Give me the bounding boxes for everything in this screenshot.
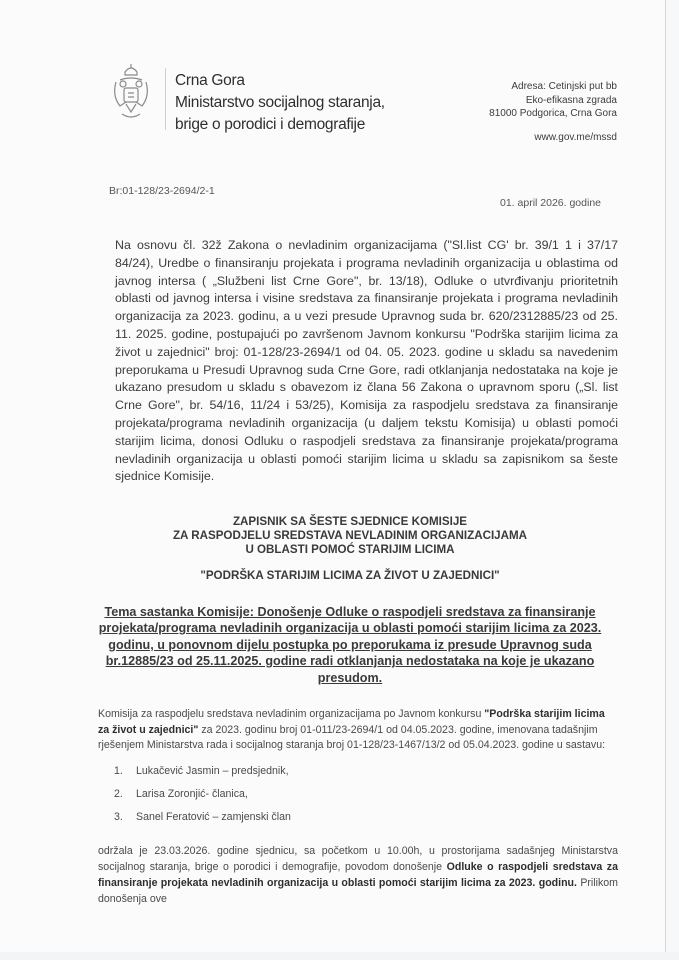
address-line-1: Adresa: Cetinjski put bb xyxy=(511,81,617,92)
coat-of-arms-icon xyxy=(110,62,152,124)
minutes-title xyxy=(120,515,580,583)
members-list xyxy=(114,760,291,829)
meeting-topic: Tema sastanka Komisije: Donošenje Odluke o raspodjeli sredstava za finansiranje projekata/programa nevladinih organizacija u oblasti pomoći starijim licima za 2023. godinu, u ponovnom dijelu postupka po preporukama iz presude Upravnog suda br.12885/23 od 25.11.2025. godine radi otklanjanja nedostataka na koje je ukazano presudom. xyxy=(98,605,602,685)
address-line-2: Eko-efikasna zgrada xyxy=(525,94,617,106)
composition-text-before: Komisija za raspodjelu sredstava nevladinim organizacijama po Javnom konkursu xyxy=(98,708,485,720)
title-line-3: U OBLASTI POMOĆ STARIJIM LICIMA xyxy=(245,543,455,556)
composition-text-after: za 2023. godinu broj 01-011/23-2694/1 od 04.05.2023. godine, imenovana tadašnjim rješenjem Ministarstva rada i socijalnog staranja broj 01-128/23-1467/13/2 od 05.04.2023. godine u sastavu: xyxy=(98,723,606,752)
title-line-2: ZA RASPODJELU SREDSTAVA NEVLADINIM ORGANIZACIJAMA xyxy=(172,529,528,542)
website-link[interactable]: www.gov.me/mssd xyxy=(534,131,617,143)
session-text-before: održala je 23.03.2026. godine sjednicu, sa početkom u 10.00h, u prostorijama sadašnjeg Ministarstva socijalnog staranja, brige o porodici i demografije, povodom donošenje xyxy=(98,845,618,873)
member-item: 3. Sanel Feratović – zamjenski član xyxy=(114,811,291,823)
page-bottom-edge xyxy=(0,952,679,960)
ministry-line-2: brige o porodici i demografije xyxy=(175,116,366,133)
reference-number: Br:01-128/23-2694/2-1 xyxy=(109,185,215,197)
ministry-name xyxy=(175,70,385,136)
session-decision-name: Odluke o raspodjeli sredstava za finansiranje projekata nevladinih organizacija u oblasti pomoći starijim licima za 2023. godinu. xyxy=(98,861,618,889)
session-text-after: Prilikom donošenja ove xyxy=(98,877,618,905)
address-line-3: 81000 Podgorica, Crna Gora xyxy=(489,108,617,119)
session-paragraph xyxy=(98,843,618,907)
title-line-1: ZAPISNIK SA ŠESTE SJEDNICE KOMISIJE xyxy=(232,515,468,528)
address-block xyxy=(489,80,617,144)
member-item: 1. Lukačević Jasmin – predsjednik, xyxy=(114,765,289,777)
program-subtitle: "PODRŠKA STARIJIM LICIMA ZA ŽIVOT U ZAJEDNICI" xyxy=(200,569,500,582)
member-item: 2. Larisa Zoronjić- članica, xyxy=(114,788,248,800)
ministry-line-1: Ministarstvo socijalnog staranja, xyxy=(175,94,385,111)
commission-composition-paragraph xyxy=(98,707,618,754)
country-name: Crna Gora xyxy=(175,72,245,89)
intro-paragraph: Na osnovu čl. 32ž Zakona o nevladinim organizacijama ("Sl.list CG' br. 39/1 1 i 37/17 84/24), Uredbe o finansiranju projekata i programa nevladinih organizacija u oblastima od javnog intersa ( „Službeni list Crne Gore", br. 13/18), Odluke o utvrđivanju prioritetnih oblasti od javnog intersa i visine sredstava za finansiranje projekata i programa nevladinih organizacija za 2023. godinu, a u vezi presude Upravnog suda br. 620/2312885/23 od 25. 11. 2025. godine, postupajući po završenom Javnom konkursu "Podrška starijim licima za život u zajednici" broj: 01-128/23-2694/1 od 04. 05. 2023. godine u skladu sa navedenim preporukama u Presudi Upravnog suda Crne Gore, radi otklanjanja nedostataka na koje je ukazano presudom u skladu s obavezom iz člana 56 Zakona o upravnom sporu („Sl. list Crne Gore", br. 54/16, 11/24 i 53/25), Komisija za raspodjelu sredstava za finansiranje projekata/programa nevladinih organizacija (u daljem tekstu Komisija) u oblasti pomoći starijim licima, donosi Odluku o raspodjeli sredstava za finansiranje projekata/programa nevladinih organizacija u oblasti pomoći starijim licima u skladu sa zapisnikom sa šeste sjednice Komisije. xyxy=(115,238,618,484)
composition-program-name: "Podrška starijim licima za život u zajednici" xyxy=(98,708,605,736)
header-divider xyxy=(165,68,166,130)
document-date: 01. april 2026. godine xyxy=(500,197,601,209)
